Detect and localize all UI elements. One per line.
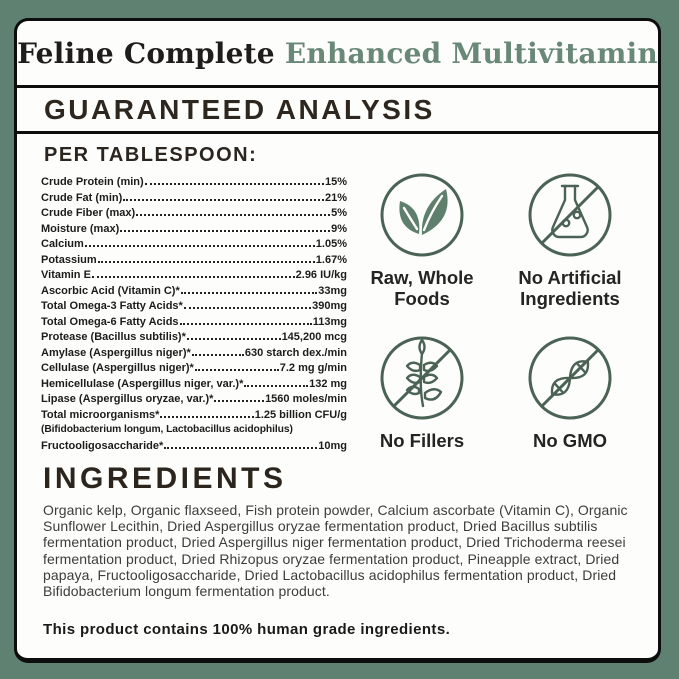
analysis-row: Cellulase (Aspergillus niger)* 7.2 mg g/min [41, 362, 347, 374]
dot-leader [214, 400, 264, 402]
dot-leader [184, 307, 311, 309]
dot-leader [145, 183, 324, 185]
analysis-row: Crude Fiber (max) 5% [41, 207, 347, 219]
dot-leader [192, 354, 244, 356]
feature-badges [348, 170, 644, 452]
dot-leader [164, 447, 317, 449]
analysis-row-continuation: (Bifidobacterium longum, Lactobacillus acidophilus) [41, 424, 293, 435]
flask-crossed-icon [525, 170, 615, 260]
analysis-row: Calcium 1.05% [41, 238, 347, 250]
dot-leader [92, 276, 295, 278]
dot-leader [136, 214, 330, 216]
dot-leader [180, 323, 312, 325]
dot-leader [123, 199, 324, 201]
product-title [17, 21, 658, 88]
analysis-row: Fructooligosaccharide* 10mg [41, 439, 347, 452]
analysis-row: Total Omega-3 Fatty Acids* 390mg [41, 300, 347, 312]
analysis-row: Ascorbic Acid (Vitamin C)* 33mg [41, 284, 347, 297]
badge-label: No Fillers [379, 430, 465, 452]
guaranteed-analysis-bar [17, 88, 658, 134]
analysis-row: Lipase (Aspergillus oryzae, var.)* 1560 moles/min [41, 393, 347, 405]
dot-leader [181, 292, 317, 294]
label-body [17, 134, 658, 658]
dot-leader [85, 245, 315, 247]
dot-leader [120, 230, 330, 232]
wheat-crossed-icon [377, 333, 467, 423]
human-grade-note: This product contains 100% human grade ingredients. [43, 621, 451, 638]
leaf-icon [377, 170, 467, 260]
analysis-row: Moisture (max) 9% [41, 222, 347, 235]
dot-leader [195, 369, 279, 371]
badge-raw-whole-foods [348, 170, 496, 309]
dot-leader [160, 416, 253, 418]
analysis-row: Vitamin E 2.96 IU/kg [41, 269, 347, 281]
analysis-row: Crude Protein (min) 15% [41, 176, 347, 188]
analysis-row: Amylase (Aspergillus niger)* 630 starch dex./min [41, 346, 347, 359]
badge-no-fillers [348, 333, 496, 452]
analysis-row: Potassium 1.67% [41, 253, 347, 266]
dot-leader [187, 338, 281, 340]
analysis-table [41, 176, 347, 455]
badge-label: No Artificial Ingredients [518, 267, 622, 309]
badge-no-artificial-ingredients [496, 170, 644, 309]
analysis-row: Protease (Bacillus subtilis)* 145,200 mcg [41, 331, 347, 343]
per-tablespoon-heading: PER TABLESPOON: [44, 144, 258, 166]
ingredients-text: Organic kelp, Organic flaxseed, Fish protein powder, Calcium ascorbate (Vitamin C), Organic Sunflower Lecithin, Dried Aspergillus oryzae fermentation product, Dried Bacillus subtilis fermentation product, Dried Aspergillus niger fermentation product, Dried Trichoderma reesei fermentation product, Dried Rhizopus oryzae fermentation product, Pineapple extract, Dried papaya, Fructooligosaccharide, Dried Lactobacillus acidophilus fermentation product, Dried Bifidobacterium longum fermentation product. [43, 502, 628, 600]
label-card [14, 18, 661, 663]
analysis-row: Hemicellulase (Aspergillus niger, var.)* 132 mg [41, 377, 347, 390]
analysis-row: Total Omega-6 Fatty Acids 113mg [41, 315, 347, 328]
badge-label: Raw, Whole Foods [370, 267, 474, 309]
dna-crossed-icon [525, 333, 615, 423]
dot-leader [244, 385, 308, 387]
dot-leader [98, 261, 315, 263]
guaranteed-analysis-heading: GUARANTEED ANALYSIS [44, 93, 435, 125]
ingredients-heading: INGREDIENTS [43, 462, 287, 495]
badge-label: No GMO [533, 430, 607, 452]
badge-no-gmo [496, 333, 644, 452]
product-title-accent: Enhanced Multivitamin [284, 36, 658, 70]
analysis-row: Crude Fat (min) 21% [41, 191, 347, 204]
analysis-row: Total microorganisms* 1.25 billion CFU/g [41, 408, 347, 421]
product-title-primary: Feline Complete [17, 36, 275, 70]
